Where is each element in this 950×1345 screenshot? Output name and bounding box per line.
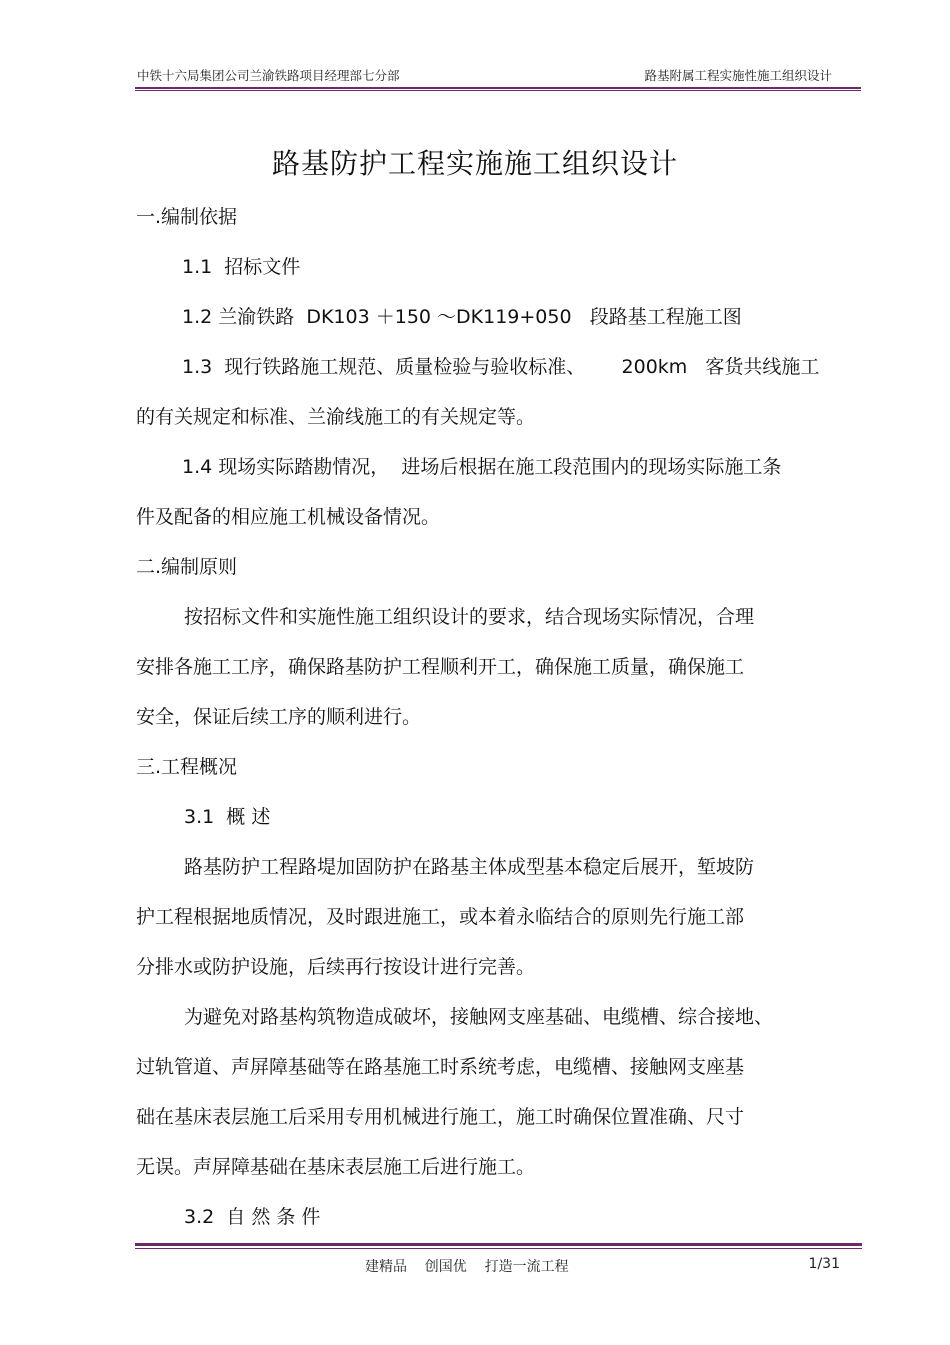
- paragraph-line: 的有关规定和标准、兰渝线施工的有关规定等。: [136, 406, 536, 428]
- header-rule: [135, 87, 861, 89]
- paragraph-line: 1.2 兰渝铁路 DK103 ＋150 ～DK119+050 段路基工程施工图: [182, 306, 742, 328]
- subsection-heading: 3.2 自 然 条 件: [184, 1206, 321, 1228]
- paragraph-line: 为避免对路基构筑物造成破坏，接触网支座基础、电缆槽、综合接地、: [184, 1006, 774, 1028]
- paragraph-line: 1.1 招标文件: [182, 256, 301, 278]
- paragraph-line: 1.4 现场实际踏勘情况， 进场后根据在施工段范围内的现场实际施工条: [182, 456, 782, 478]
- paragraph-line: 过轨管道、声屏障基础等在路基施工时系统考虑，电缆槽、接触网支座基: [136, 1056, 745, 1078]
- paragraph-line: 无误。声屏障基础在基床表层施工后进行施工。: [136, 1156, 536, 1178]
- header-left: 中铁十六局集团公司兰渝铁路项目经理部七分部: [137, 68, 400, 83]
- paragraph-line: 础在基床表层施工后采用专用机械进行施工，施工时确保位置准确、尺寸: [136, 1106, 745, 1128]
- section-heading-2: 二.编制原则: [136, 556, 238, 578]
- footer-rule-thin: [135, 1248, 862, 1249]
- page-number: 1/31: [808, 1256, 840, 1272]
- subsection-heading: 3.1 概 述: [184, 806, 271, 828]
- paragraph-line: 件及配备的相应施工机械设备情况。: [136, 506, 441, 528]
- section-heading-3: 三.工程概况: [136, 756, 238, 778]
- paragraph-line: 安排各施工工序，确保路基防护工程顺利开工，确保施工质量，确保施工: [136, 656, 745, 678]
- paragraph-line: 分排水或防护设施，后续再行按设计进行完善。: [136, 956, 536, 978]
- section-heading-1: 一.编制依据: [136, 206, 238, 228]
- header-rule-thin: [135, 90, 861, 91]
- header-right: 路基附属工程实施性施工组织设计: [644, 68, 832, 83]
- paragraph-line: 安全，保证后续工序的顺利进行。: [136, 706, 422, 728]
- paragraph-line: 按招标文件和实施性施工组织设计的要求，结合现场实际情况，合理: [184, 606, 755, 628]
- paragraph-line: 路基防护工程路堤加固防护在路基主体成型基本稳定后展开，堑坡防: [184, 856, 755, 878]
- footer-rule: [135, 1243, 862, 1246]
- footer-slogan: 建精品 创国优 打造一流工程: [365, 1259, 569, 1275]
- paragraph-line: 护工程根据地质情况，及时跟进施工，或本着永临结合的原则先行施工部: [136, 906, 745, 928]
- paragraph-line: 1.3 现行铁路施工规范、质量检验与验收标准、 200km 客货共线施工: [182, 356, 820, 378]
- document-title: 路基防护工程实施施工组织设计: [271, 147, 678, 180]
